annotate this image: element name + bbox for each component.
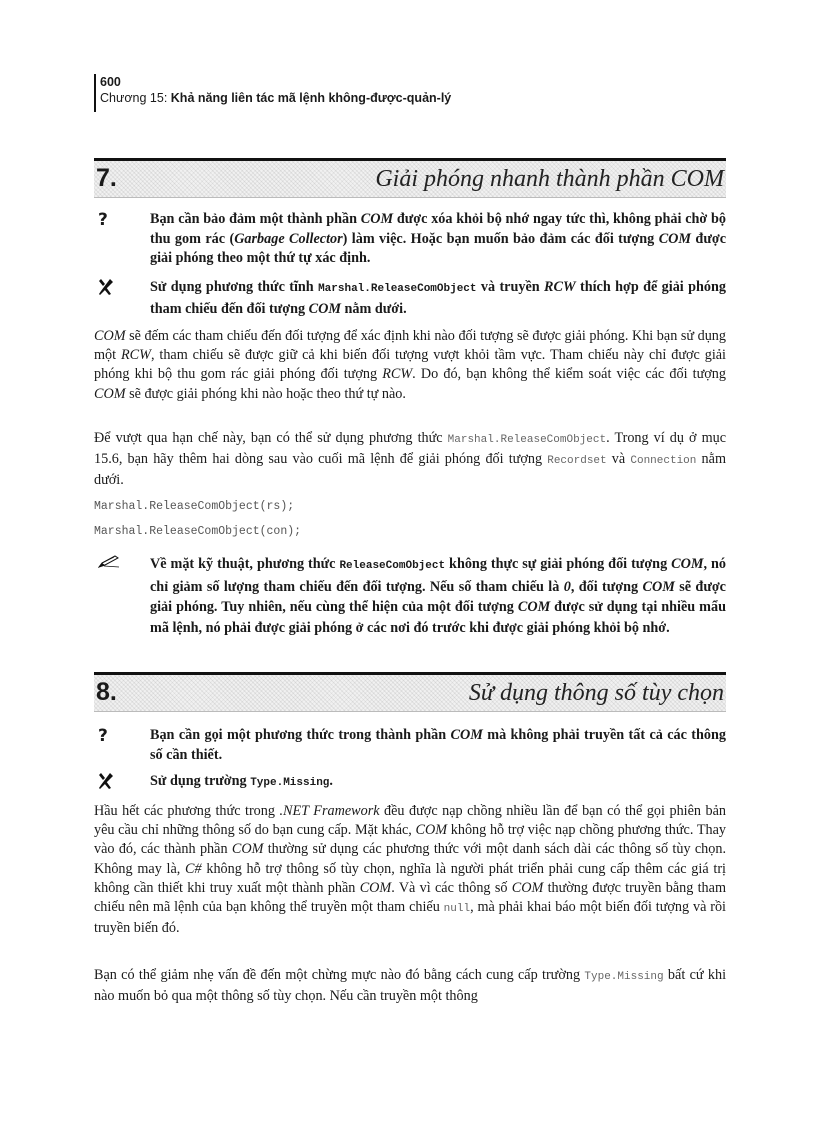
solution-text: Sử dụng phương thức tĩnh Marshal.ReleaseComObject và truyền RCW thích hợp để giải phóng tham chiếu đến đối tượng COM nằm dưới. <box>150 279 726 317</box>
solution-text: Sử dụng trường Type.Missing. <box>150 773 333 789</box>
tools-icon <box>98 772 120 795</box>
section-7-note <box>94 554 726 638</box>
note-text: Về mặt kỹ thuật, phương thức ReleaseComObject không thực sự giải phóng đối tượng COM, nó chỉ giảm số lượng tham chiếu đến đối tượng. Nếu số tham chiếu là 0, đối tượng COM sẽ được giải phóng. Tuy nhiên, nếu cùng thể hiện của một đối tượng COM được sử dụng tại nhiều mẩu mã lệnh, nó phải được giải phóng ở các nơi đó trước khi được giải phóng khỏi bộ nhớ. <box>150 556 726 636</box>
section-8-problem <box>94 726 726 765</box>
chapter-title: Khả năng liên tác mã lệnh không-được-quản-lý <box>170 91 452 105</box>
problem-text: Bạn cần bảo đảm một thành phần COM được xóa khỏi bộ nhớ ngay tức thì, không phải chờ bộ thu gom rác (Garbage Collector) làm việc. Hoặc bạn muốn bảo đảm các đối tượng COM được giải phóng theo một thứ tự xác định. <box>150 211 726 266</box>
question-icon: ? <box>98 210 108 230</box>
page-number: 600 <box>100 75 121 89</box>
tools-icon <box>98 278 120 301</box>
section-7-number: 7. <box>96 164 117 192</box>
section-8-paragraph-2: Bạn có thể giảm nhẹ vấn đề đến một chừng mực nào đó bằng cách cung cấp trường Type.Missing bất cứ khi nào muốn bỏ qua một thông số tùy chọn. Nếu cần truyền một thông <box>94 967 727 1005</box>
section-8-solution <box>94 772 726 794</box>
section-7-paragraph-2: Để vượt qua hạn chế này, bạn có thể sử dụng phương thức Marshal.ReleaseComObject. Trong ví dụ ở mục 15.6, bạn hãy thêm hai dòng sau vào cuối mã lệnh để giải phóng đối tượng Recordset và Connection nằm dưới. <box>94 430 726 489</box>
section-7-solution <box>94 278 726 319</box>
section-7-problem <box>94 210 726 269</box>
section-8-banner <box>94 672 726 712</box>
chapter-line: Chương 15: Khả năng liên tác mã lệnh không-được-quản-lý <box>100 91 452 105</box>
section-8-title: Sử dụng thông số tùy chọn <box>468 680 724 706</box>
section-8-paragraph-1: Hầu hết các phương thức trong .NET Framework đều được nạp chồng nhiều lần để bạn có thể gọi phiên bản yêu cầu chỉ những thông số do bạn cung cấp. Mặt khác, COM không hỗ trợ việc nạp chồng phương thức. Thay vào đó, các thành phần COM thường sử dụng các phương thức với một danh sách dài các thông số tùy chọn. Không may là, C# không hỗ trợ thông số tùy chọn, nghĩa là người phát triển phải cung cấp thêm các giá trị không cần thiết khi truy xuất một thành phần COM. Và vì các thông số COM thường được truyền bằng tham chiếu nên mã lệnh của bạn không thể truyền một tham chiếu null, mà phải khai báo một biến đối tượng và rồi truyền biến đó. <box>94 803 726 937</box>
section-7-banner <box>94 158 726 198</box>
code-line-1: Marshal.ReleaseComObject(rs); <box>94 500 295 513</box>
section-7-paragraph-1: COM sẽ đếm các tham chiếu đến đối tượng để xác định khi nào đối tượng sẽ được giải phóng. Khi bạn sử dụng một RCW, tham chiếu sẽ được giữ cả khi biến đối tượng vượt khỏi tầm vực. Tham chiếu này chỉ được giải phóng khi bộ thu gom rác giải phóng đối tượng RCW. Do đó, bạn không thể kiểm soát việc các đối tượng COM sẽ được giải phóng khi nào hoặc theo thứ tự nào. <box>94 328 726 402</box>
section-7-title: Giải phóng nhanh thành phần COM <box>375 166 724 192</box>
pencil-note-icon <box>98 554 122 570</box>
running-header <box>94 74 451 112</box>
section-8-number: 8. <box>96 678 117 706</box>
code-line-2: Marshal.ReleaseComObject(con); <box>94 525 302 538</box>
problem-text: Bạn cần gọi một phương thức trong thành phần COM mà không phải truyền tất cả các thông số cần thiết. <box>150 727 726 763</box>
question-icon: ? <box>98 726 108 746</box>
